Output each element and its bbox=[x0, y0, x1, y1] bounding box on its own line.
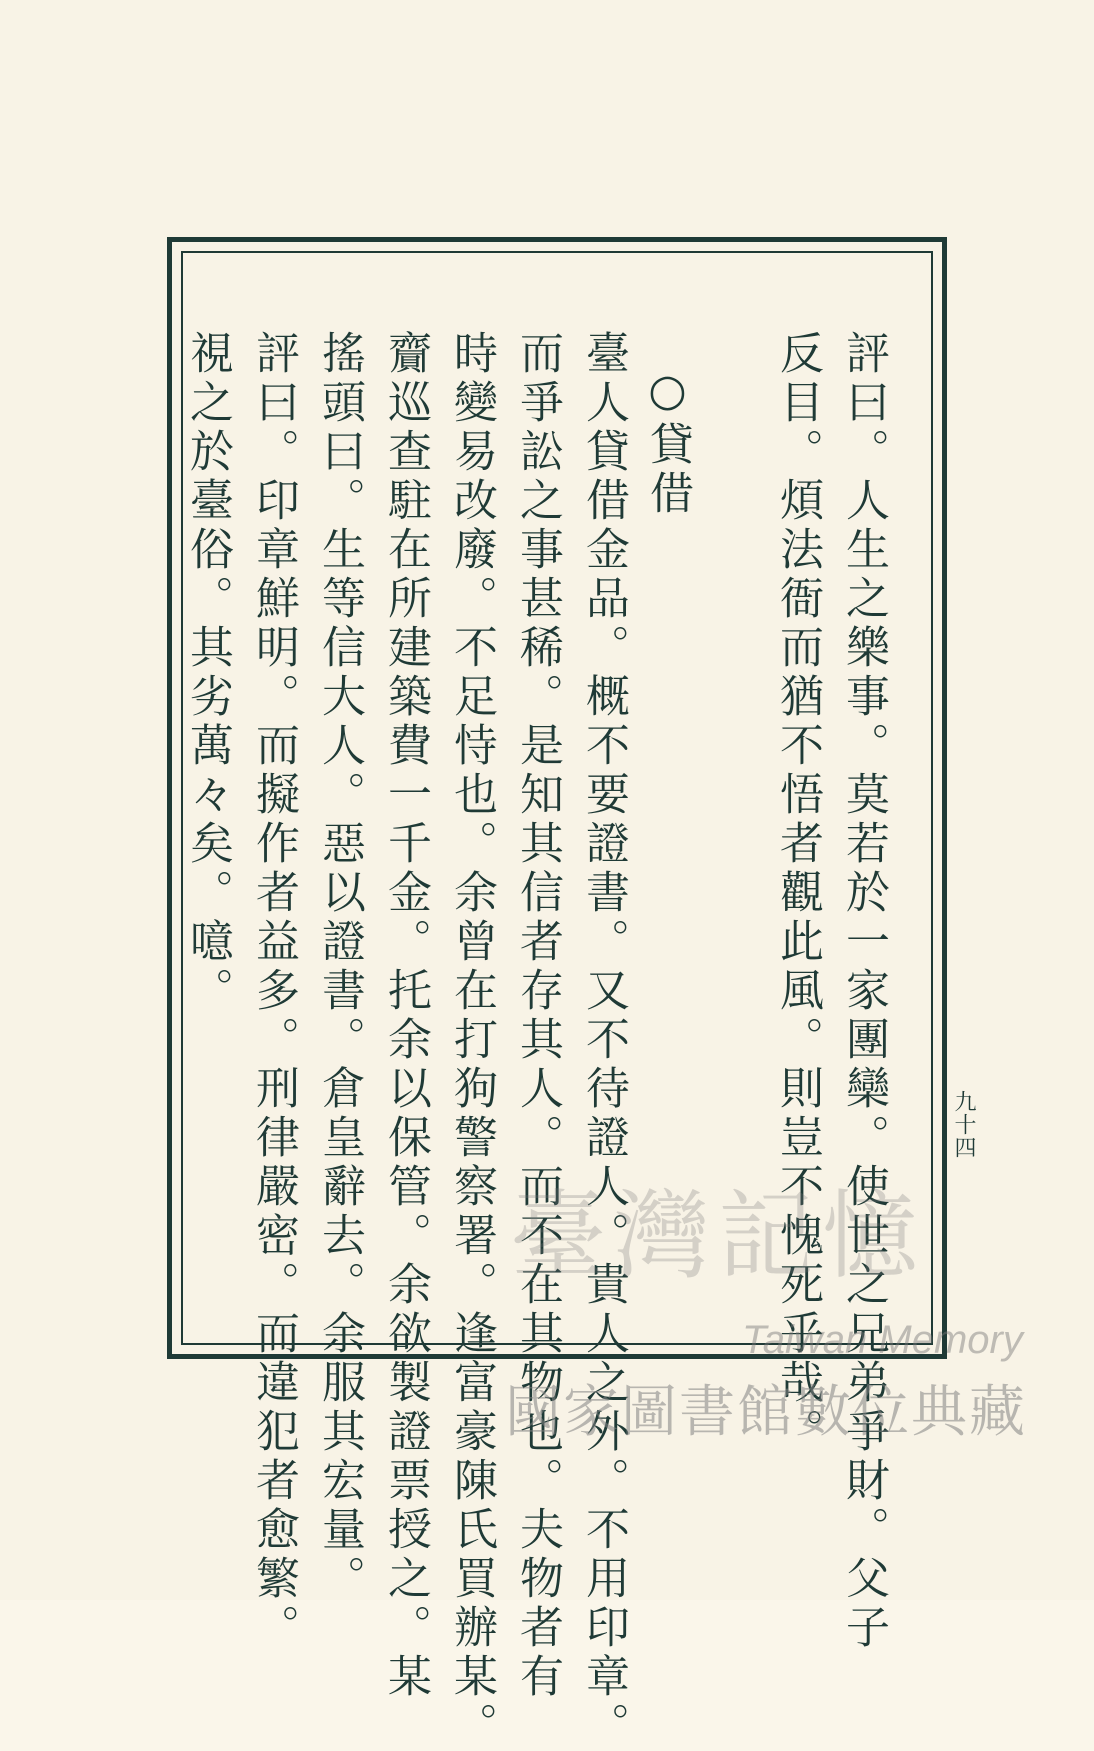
watermark-logo: 臺灣記憶 bbox=[510, 1180, 926, 1292]
text-column-11: 視之於臺俗。其劣萬々矣。噫。 bbox=[182, 330, 233, 1016]
text-column-9: 搖頭曰。生等信大人。惡以證書。倉皇辭去。余服其宏量。 bbox=[314, 330, 365, 1604]
watermark-library: 國家圖書館數位典藏 bbox=[505, 1380, 1027, 1445]
text-column-1: 評曰。人生之樂事。莫若於一家團欒。使世之兄弟爭財。父子 bbox=[838, 330, 889, 1653]
page-number: 九十四 bbox=[951, 1090, 976, 1159]
text-column-10: 評曰。印章鮮明。而擬作者益多。刑律嚴密。而違犯者愈繁。 bbox=[248, 330, 299, 1653]
text-column-2: 反目。煩法衙而猶不悟者觀此風。則豈不愧死乎哉。 bbox=[772, 330, 823, 1457]
text-column-7: 時變易改廢。不足恃也。余曾在打狗警察署。逢富豪陳氏買辦某。 bbox=[446, 330, 497, 1751]
text-column-8: 齎巡查駐在所建築費一千金。托余以保管。余欲製證票授之。某 bbox=[380, 330, 431, 1702]
text-column-5: 臺人貸借金品。概不要證書。又不待證人。貴人之外。不用印章。 bbox=[578, 330, 629, 1751]
text-column-6: 而爭訟之事甚稀。是知其信者存其人。而不在其物也。夫物者有 bbox=[512, 330, 563, 1702]
watermark-english: Taiwan Memory bbox=[742, 1318, 1023, 1362]
section-heading: ○貸借 bbox=[642, 365, 693, 519]
